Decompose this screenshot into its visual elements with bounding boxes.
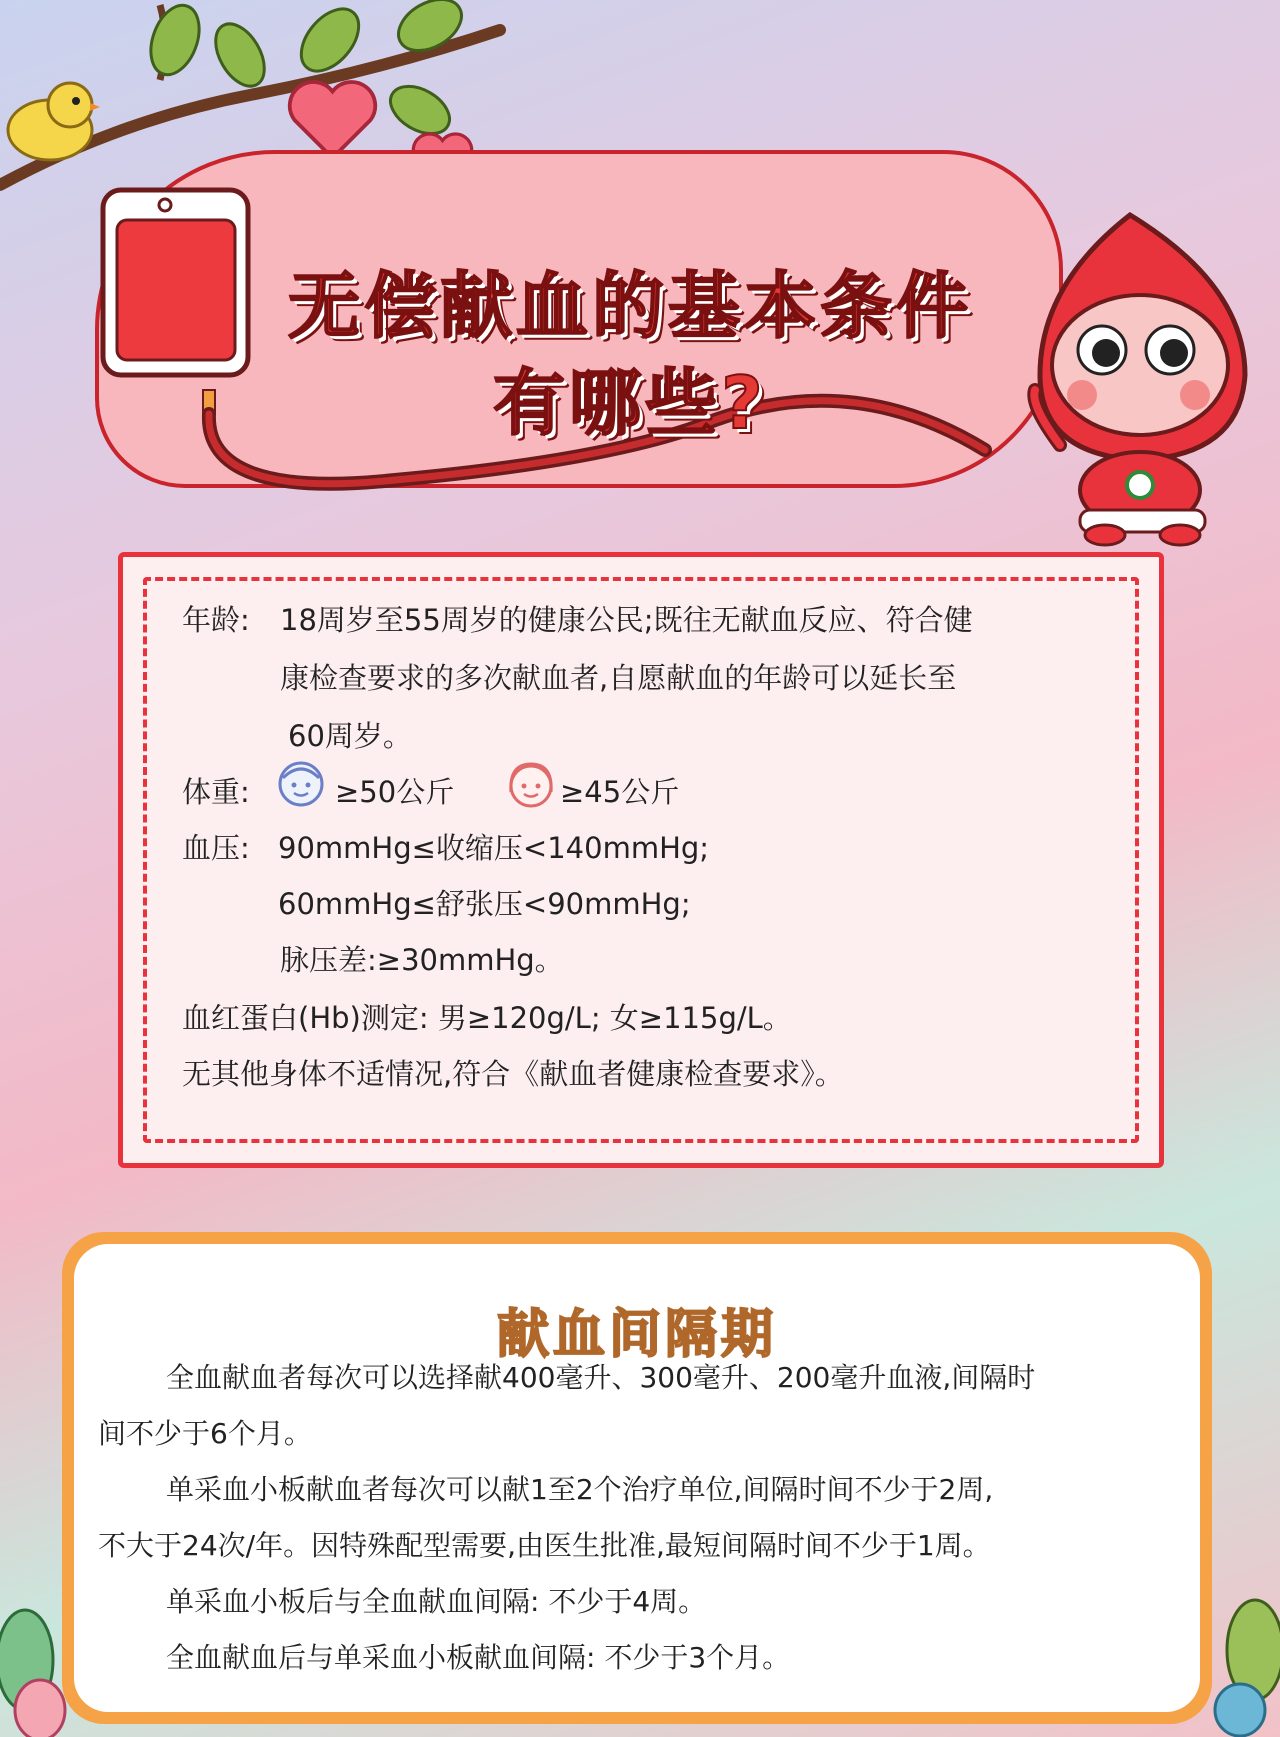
bp-line3: 脉压差:≥30mmHg。 [280, 943, 564, 977]
age-text-line2: 康检查要求的多次献血者,自愿献血的年龄可以延长至 [280, 661, 957, 695]
hemoglobin-line: 血红蛋白(Hb)测定: 男≥120g/L; 女≥115g/L。 [182, 1001, 792, 1035]
interval-p2-line2: 不大于24次/年。因特殊配型需要,由医生批准,最短间隔时间不少于1周。 [98, 1529, 991, 1562]
weight-female-value: ≥45公斤 [560, 775, 680, 809]
blood-drop-mascot-icon [1020, 205, 1260, 550]
bird-icon [0, 75, 100, 165]
page-title-line2: 有哪些? [493, 361, 767, 445]
interval-p1-line1: 全血献血者每次可以选择献400毫升、300毫升、200毫升血液,间隔时 [166, 1361, 1036, 1394]
bp-label: 血压: [182, 831, 250, 865]
age-text-line3: 60周岁。 [288, 719, 412, 753]
bp-line1: 90mmHg≤收缩压<140mmHg; [278, 831, 710, 865]
age-text-line1: 18周岁至55周岁的健康公民;既往无献血反应、符合健 [280, 603, 973, 637]
leaf-icon [0, 1600, 70, 1737]
interval-p2-line1: 单采血小板献血者每次可以献1至2个治疗单位,间隔时间不少于2周, [166, 1473, 994, 1506]
page-title-line1: 无偿献血的基本条件 [287, 264, 972, 348]
male-face-icon [275, 758, 327, 810]
interval-p3: 单采血小板后与全血献血间隔: 不少于4周。 [166, 1585, 707, 1618]
age-label: 年龄: [182, 603, 250, 637]
weight-label: 体重: [182, 775, 250, 809]
interval-title: 献血间隔期 [496, 1305, 777, 1365]
female-face-icon [505, 758, 557, 810]
bp-line2: 60mmHg≤舒张压<90mmHg; [278, 887, 691, 921]
leaf-icon [1210, 1590, 1280, 1737]
other-condition-line: 无其他身体不适情况,符合《献血者健康检查要求》。 [182, 1057, 844, 1091]
interval-p1-line2: 间不少于6个月。 [98, 1417, 312, 1450]
interval-p4: 全血献血后与单采血小板献血间隔: 不少于3个月。 [166, 1641, 791, 1674]
weight-male-value: ≥50公斤 [335, 775, 455, 809]
